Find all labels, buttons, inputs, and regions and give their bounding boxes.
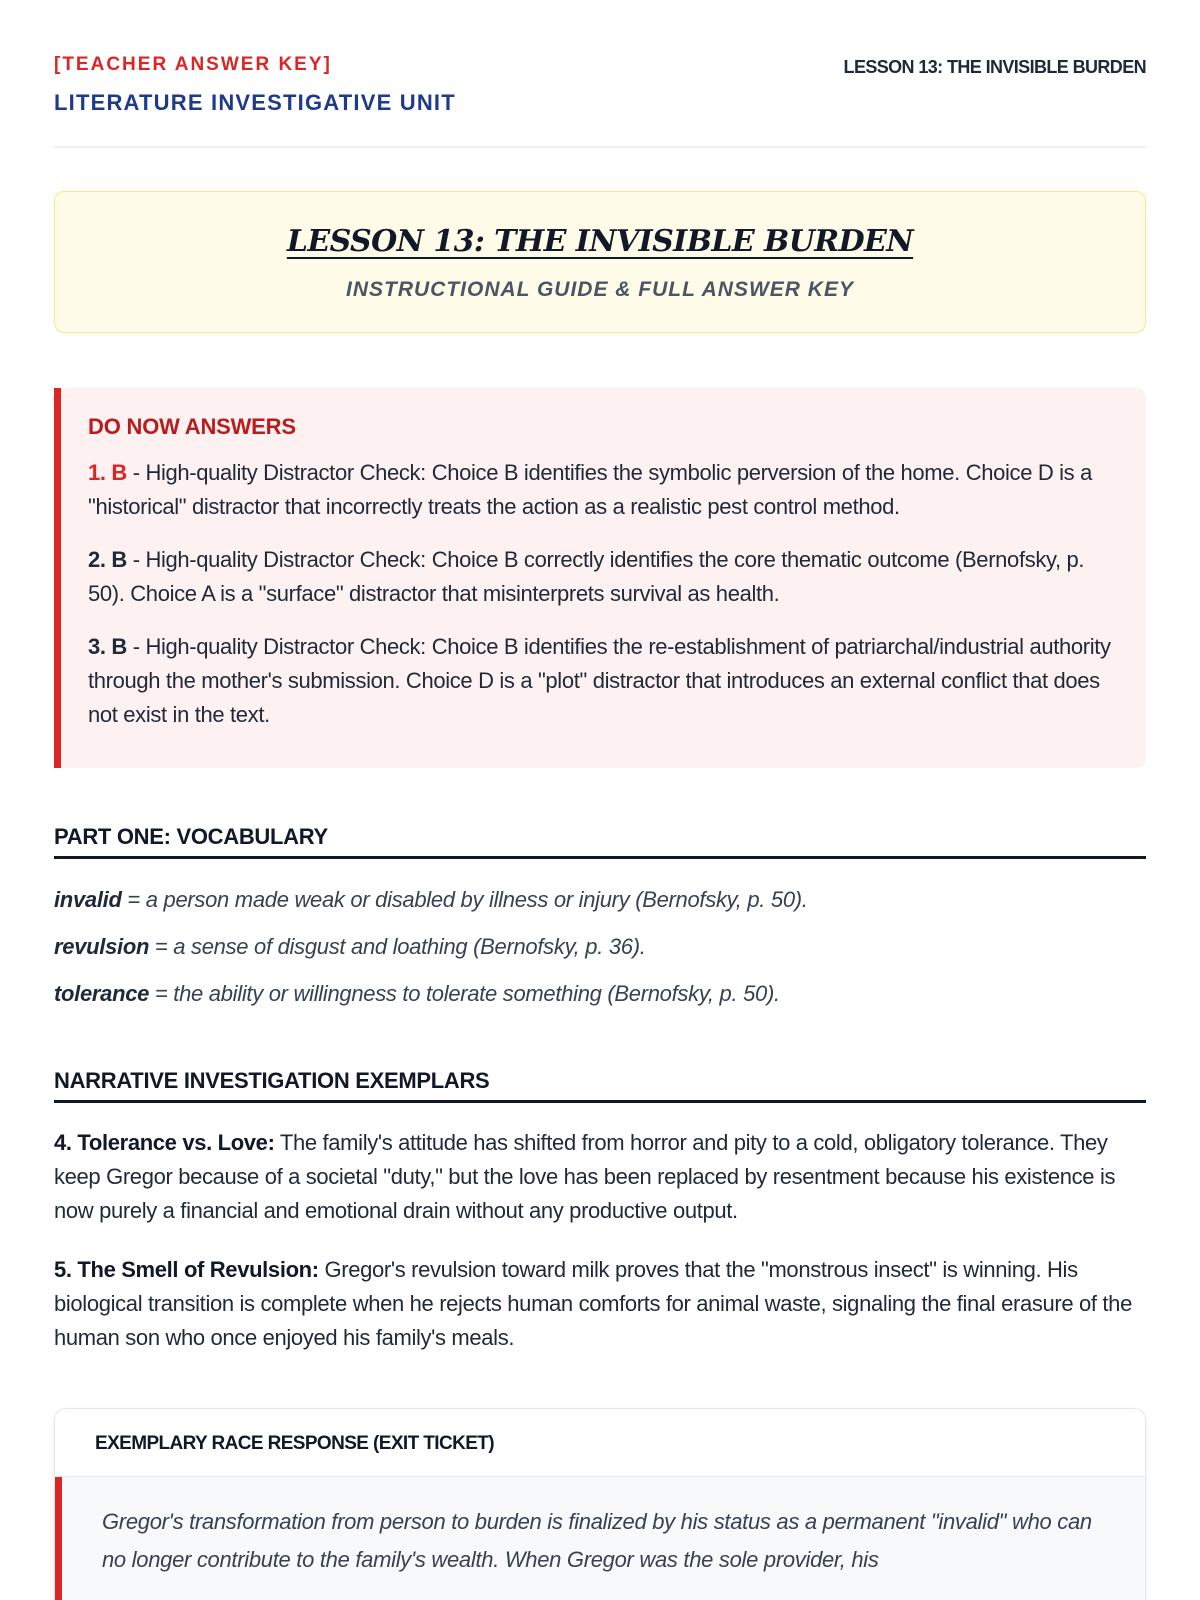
do-now-item (88, 456, 1118, 524)
exit-ticket-response: Gregor's transformation from person to burden is finalized by his status as a permanent "invalid" who can no longer contribute to the family's wealth. When Gregor was the sole provider, his (55, 1477, 1145, 1600)
title-box (54, 191, 1146, 333)
exemplar-item (54, 1253, 1146, 1355)
vocab-term: revulsion (54, 934, 150, 959)
vocab-item (54, 933, 1146, 980)
page-title: LESSON 13: THE INVISIBLE BURDEN (286, 224, 914, 259)
do-now-item (88, 630, 1118, 732)
exemplar-label: 4. Tolerance vs. Love: (54, 1130, 275, 1155)
exemplar-text: Gregor's revulsion toward milk proves that the "monstrous insect" is winning. His biological transition is complete when he rejects human comforts for animal waste, signaling the final erasure of the human son who once enjoyed his family's meals. (54, 1257, 1132, 1350)
vocab-term: tolerance (54, 981, 150, 1006)
vocab-item (54, 886, 1146, 933)
vocabulary-heading: PART ONE: VOCABULARY (54, 824, 1146, 859)
vocab-item (54, 980, 1146, 1027)
do-now-answers-box (54, 388, 1146, 768)
answer-number: 1. B (88, 460, 127, 485)
exit-ticket-heading: EXEMPLARY RACE RESPONSE (EXIT TICKET) (55, 1409, 1145, 1477)
answer-text: - High-quality Distractor Check: Choice B correctly identifies the core thematic outcome (Bernofsky, p. 50). Choice A is a "surface" distractor that misinterprets survival as health. (88, 547, 1085, 606)
answer-number: 3. B (88, 634, 127, 659)
exemplar-text: The family's attitude has shifted from horror and pity to a cold, obligatory tolerance. They keep Gregor because of a societal "duty," but the love has been replaced by resentment because his existence is now purely a financial and emotional drain without any productive output. (54, 1130, 1116, 1223)
vocab-definition: = the ability or willingness to tolerate something (Bernofsky, p. 50). (149, 981, 780, 1006)
teacher-key-tag: [TEACHER ANSWER KEY] (54, 54, 332, 75)
narrative-heading: NARRATIVE INVESTIGATION EXEMPLARS (54, 1068, 1146, 1103)
do-now-item (88, 543, 1118, 611)
vocabulary-list (54, 886, 1146, 1027)
lesson-label: LESSON 13: THE INVISIBLE BURDEN (843, 57, 1146, 77)
exemplar-item (54, 1126, 1146, 1228)
vocab-term: invalid (54, 887, 122, 912)
do-now-heading: DO NOW ANSWERS (88, 414, 296, 439)
exemplar-label: 5. The Smell of Revulsion: (54, 1257, 319, 1282)
page-header (54, 52, 1146, 148)
exit-ticket-card (54, 1408, 1146, 1600)
page-subtitle: INSTRUCTIONAL GUIDE & FULL ANSWER KEY (346, 278, 854, 301)
answer-text: - High-quality Distractor Check: Choice B identifies the symbolic perversion of the home. Choice D is a "historical" distractor that incorrectly treats the action as a realistic pest control method. (88, 460, 1092, 519)
answer-text: - High-quality Distractor Check: Choice B identifies the re-establishment of patriarchal/industrial authority through the mother's submission. Choice D is a "plot" distractor that introduces an external conflict that does not exist in the text. (88, 634, 1111, 727)
answer-number: 2. B (88, 547, 127, 572)
vocab-definition: = a sense of disgust and loathing (Bernofsky, p. 36). (149, 934, 646, 959)
unit-title: LITERATURE INVESTIGATIVE UNIT (54, 90, 456, 115)
vocab-definition: = a person made weak or disabled by illness or injury (Bernofsky, p. 50). (121, 887, 808, 912)
